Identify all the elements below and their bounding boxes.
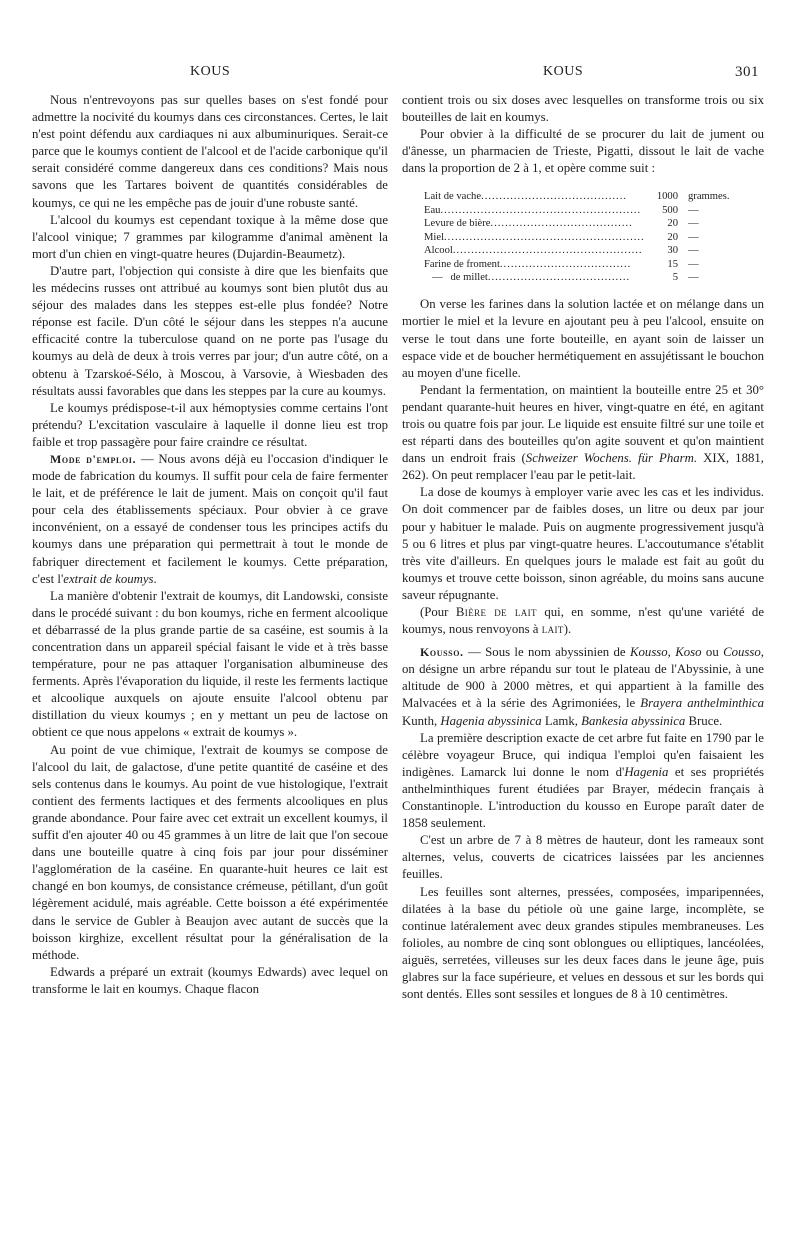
citation-title: Schweizer Wochens. für Pharm. — [525, 451, 698, 466]
recipe-unit: — — [688, 218, 699, 230]
italic-term: Kousso, Koso — [629, 645, 702, 660]
recipe-quantity: 5 — [672, 271, 678, 283]
text-span: qui, en somme, n'est qu'une variété de koumys, nous renvoyons à — [402, 605, 765, 637]
recipe-row — [424, 217, 744, 230]
cross-reference: Bière de lait — [455, 605, 537, 619]
text-span: — Nous avons déjà eu l'occasion d'indiquer le mode de fabrication du koumys. Il suffit pour cela de faire fermenter le lait, et de préférence le lait de jument. Mais on conçoit qu'il faut pour cela des établissements spéciaux. Pour obvier à ce grave inconvénient, on a essayé de condenser tous les principes actifs du koumys dans une préparation qui permettrait à tout le monde de fabriquer directement et facilement le koumys. Cette préparation, c'est l' — [32, 451, 388, 586]
recipe-quantity: 30 — [667, 245, 678, 257]
text-span: XIX, 1881, 262). On peut remplacer l'eau par le petit-lait. — [402, 451, 764, 483]
recipe-unit: — — [688, 204, 699, 216]
recipe-row — [424, 271, 744, 284]
recipe-unit: grammes. — [688, 191, 730, 203]
recipe-row — [424, 190, 744, 203]
recipe-row — [424, 204, 744, 217]
text-span: La première description exacte de cet arbre fut faite en 1790 par le célèbre voyageur Bruce, qui indiqua l'emploi qu'en faisaient les indigènes. Lamarck lui donne le nom d' — [402, 730, 764, 779]
text-span: , on désigne un arbre répandu sur tout le plateau de l'Abyssinie, à une altitude de 900 à 2000 mètres, et qui appartient à la famille des Malvacées et à la série des Agrimoniées, le — [402, 645, 764, 711]
entry-heading: Kousso. — [420, 645, 464, 660]
section-heading: Mode d'emploi. — [50, 451, 137, 466]
recipe-ingredient: Eau — [424, 204, 441, 216]
paragraph — [402, 382, 764, 485]
recipe-ingredient: Miel — [424, 231, 445, 243]
recipe-quantity: 15 — [667, 258, 678, 270]
recipe-row — [424, 244, 744, 257]
leader-dots: .................................... — [499, 258, 632, 270]
paragraph: Le koumys prédispose-t-il aux hémoptysies comme certains l'ont prétendu? L'excitation vasculaire à laquelle il donne lieu est trop faible et trop passagère pour faire craindre ce résultat. — [32, 400, 388, 449]
italic-term: Brayera anthelminthica — [640, 696, 764, 711]
recipe-unit: — — [688, 245, 699, 257]
paragraph: Les feuilles sont alternes, pressées, composées, imparipennées, dilatées à la base du pétiole où une gaine large, incomplète, se continue latéralement avec deux grandes stipules membraneuses. Les folioles, au nombre de cinq sont oblongues ou elliptiques, lancéolées, aiguës, serretées, villeuses sur les deux faces dans le jeune âge, puis glabres sur la face supérieure, et velues en dessous et sur les bords qui sont dentés. Elles sont sessiles et longues de 8 à 10 centimètres. — [402, 884, 764, 1002]
paragraph — [402, 604, 764, 638]
paragraph: La manière d'obtenir l'extrait de koumys, dit Landowski, consiste dans le procédé suivant : du bon koumys, riche en ferment alcoolique et débarrassé de la plus grande partie de sa caséine, est soumis à la concentration dans un appareil spécial faisant le vide et à très basse température, pour ne pas attaquer l'organisation albumineuse des ferments. Après l'évaporation du liquide, il reste les ferments lactique et alcoolique auxquels on ajoute ensuite l'alcool obtenu par distillation du vieux koumys ; en y mettant un peu de lactose on obtient ce que nous appelons « extrait de koumys ». — [32, 588, 388, 740]
text-span: Lamk, — [541, 713, 582, 728]
italic-term: Hagenia abyssinica — [440, 713, 542, 728]
recipe-row — [424, 258, 744, 271]
paragraph: On verse les farines dans la solution lactée et on mélange dans un mortier le miel et la levure en ajoutant peu à peu l'alcool, ensuite on verse le tout dans une forte bouteille, en ayant soin de laisser un espace vide et de boucher hermétiquement en assujétissant le bouchon au moyen d'une ficelle. — [402, 297, 764, 380]
running-header-left: KOUS — [190, 64, 231, 79]
italic-term: Hagenia — [624, 764, 669, 779]
paragraph: contient trois ou six doses avec lesquelles on transforme trois ou six bouteilles de lait en koumys. — [402, 93, 764, 125]
italic-term: extrait de koumys — [63, 571, 154, 586]
recipe-unit: — — [688, 231, 699, 243]
italic-term: Cousso — [723, 645, 761, 660]
paragraph: C'est un arbre de 7 à 8 mètres de hauteur, dont les rameaux sont alternes, velus, couverts de cicatrices laissées par les anciennes feuilles. — [402, 833, 764, 882]
leader-dots: ....................................................... — [444, 231, 645, 243]
paragraph: La dose de koumys à employer varie avec les cas et les individus. On doit commencer par de faibles doses, un litre ou deux par jour pour y habituer le malade. Puis on augmente progressivement jusqu'à 5 ou 6 litres et plus par vingt-quatre heures. L'accoutumance s'établit très vite d'ailleurs. En quelques jours le malade est fait au goût du koumys et trouve cette boisson, sinon agréable, du moins sans aucune saveur répugnante. — [402, 485, 764, 602]
leader-dots: ....................................................... — [440, 204, 642, 216]
text-span: Bruce. — [685, 713, 723, 728]
text-span: ou — [701, 645, 724, 660]
right-column — [402, 92, 764, 1003]
paragraph — [402, 730, 764, 833]
recipe-ingredient: — de millet — [424, 271, 488, 283]
paragraph: Pour obvier à la difficulté de se procurer du lait de jument ou d'ânesse, un pharmacien de Trieste, Pigatti, dissout le lait de vache dans la proportion de 2 à 1, et opère comme suit : — [402, 127, 764, 176]
leader-dots: ....................................... — [490, 218, 633, 230]
text-span: Kunth, — [402, 713, 441, 728]
recipe-ingredient: Lait de vache — [424, 191, 482, 203]
paragraph: D'autre part, l'objection qui consiste à dire que les bienfaits que les médecins russes ont attribué au koumys sont bien plutôt dus au séjour des malades dans les steppes est-elle plus fondée? Notre réponse est facile. D'un côté le séjour dans les steppes n'a aucune efficacité contre la tuberculose quand on ne porte pas l'usage du koumys au delà de deux à trois verres par jour; d'un autre côté, on a obtenu à Tzarskoé-Sélo, à Moscou, à Varsovie, à Wiesbaden des résultats aussi favorables que dans les steppes par la cure au koumys. — [32, 263, 388, 398]
running-header-right: KOUS — [543, 64, 584, 79]
leader-dots: ........................................ — [481, 191, 627, 203]
paragraph: Au point de vue chimique, l'extrait de koumys se compose de l'alcool du lait, de galactose, d'une petite quantité de caséine et des sels contenus dans le koumys. Au point de vue histologique, l'extrait contient des ferments lactiques et des ferments alcooliques en plus grande abondance. Pour faire avec cet extrait un excellent koumys, il suffit d'en ajouter 40 ou 45 grammes à un litre de lait que l'on secoue dans une bouteille quatre à cinq fois par jour pour disséminer l'agglomération de la caséine. En quarante-huit heures ce lait est changé en bon koumys, de consistance crémeuse, pétillant, d'un goût légèrement acidulé, mais agréable. Cette boisson a été expérimentée dans le service de Gubler à Beaujon avec autant de succès que la boisson kirghize, excellent résultat pour la généralisation de la méthode. — [32, 742, 388, 962]
recipe-quantity: 1000 — [656, 191, 678, 203]
text-span: . — [153, 571, 157, 586]
leader-dots: ....................................... — [487, 271, 631, 283]
recipe-unit: — — [688, 271, 699, 283]
text-span: (Pour — [420, 605, 456, 619]
italic-term: Bankesia abyssinica — [581, 713, 686, 728]
paragraph-kousso — [402, 644, 764, 729]
text-span: et ses propriétés anthelminthiques furent étudiées par Brayer, médecin français à Constantinople. L'introduction du kousso en Europe paraît dater de 1858 seulement. — [402, 764, 764, 831]
paragraph: Edwards a préparé un extrait (koumys Edwards) avec lequel on transforme le lait en koumys. Chaque flacon — [32, 964, 388, 996]
recipe-quantity: 20 — [667, 218, 678, 230]
page-number: 301 — [735, 64, 759, 80]
recipe-ingredient: Farine de froment — [424, 258, 500, 270]
recipe-quantity: 500 — [662, 204, 678, 216]
text-span: ). — [563, 622, 572, 637]
recipe-ingredient: Levure de bière — [424, 218, 491, 230]
paragraph-mode-emploi — [32, 451, 388, 588]
text-span: Pendant la fermentation, on maintient la bouteille entre 25 et 30° pendant quarante-huit heures en hiver, vingt-quatre en été, en agitant trois ou quatre fois par jour. Le liquide est ensuite filtré sur une toile et est réparti dans des bouteilles qu'on agite souvent et qu'on maintient dans un endroit frais ( — [402, 382, 764, 466]
paragraph: L'alcool du koumys est cependant toxique à la même dose que l'alcool vinique; 7 grammes par kilogramme d'animal amènent la mort d'un chien en vingt-quatre heures (Dujardin-Beaumetz). — [32, 212, 388, 261]
recipe-quantity: 20 — [667, 231, 678, 243]
recipe-row — [424, 231, 744, 244]
text-span: — Sous le nom abyssinien de — [463, 645, 630, 660]
recipe-unit: — — [688, 258, 699, 270]
paragraph: Nous n'entrevoyons pas sur quelles bases on s'est fondé pour admettre la nocivité du koumys dans ces circonstances. Certes, le lait n'est point défendu aux cardiaques ni aux albuminuriques. Serait-ce parce que le koumys contient de l'alcool et de l'acide carbonique qu'il serait considéré comme dangereux dans ces conditions? Mais nous savons que les Tartares boivent de quantités considérables de koumys, ce qui ne les empêche pas de jouir d'une robuste santé. — [32, 93, 388, 210]
cross-reference: lait — [541, 622, 564, 637]
recipe-ingredient: Alcool — [424, 245, 453, 257]
leader-dots: .................................................... — [452, 245, 643, 257]
left-column — [32, 92, 388, 998]
recipe-table — [424, 190, 744, 284]
